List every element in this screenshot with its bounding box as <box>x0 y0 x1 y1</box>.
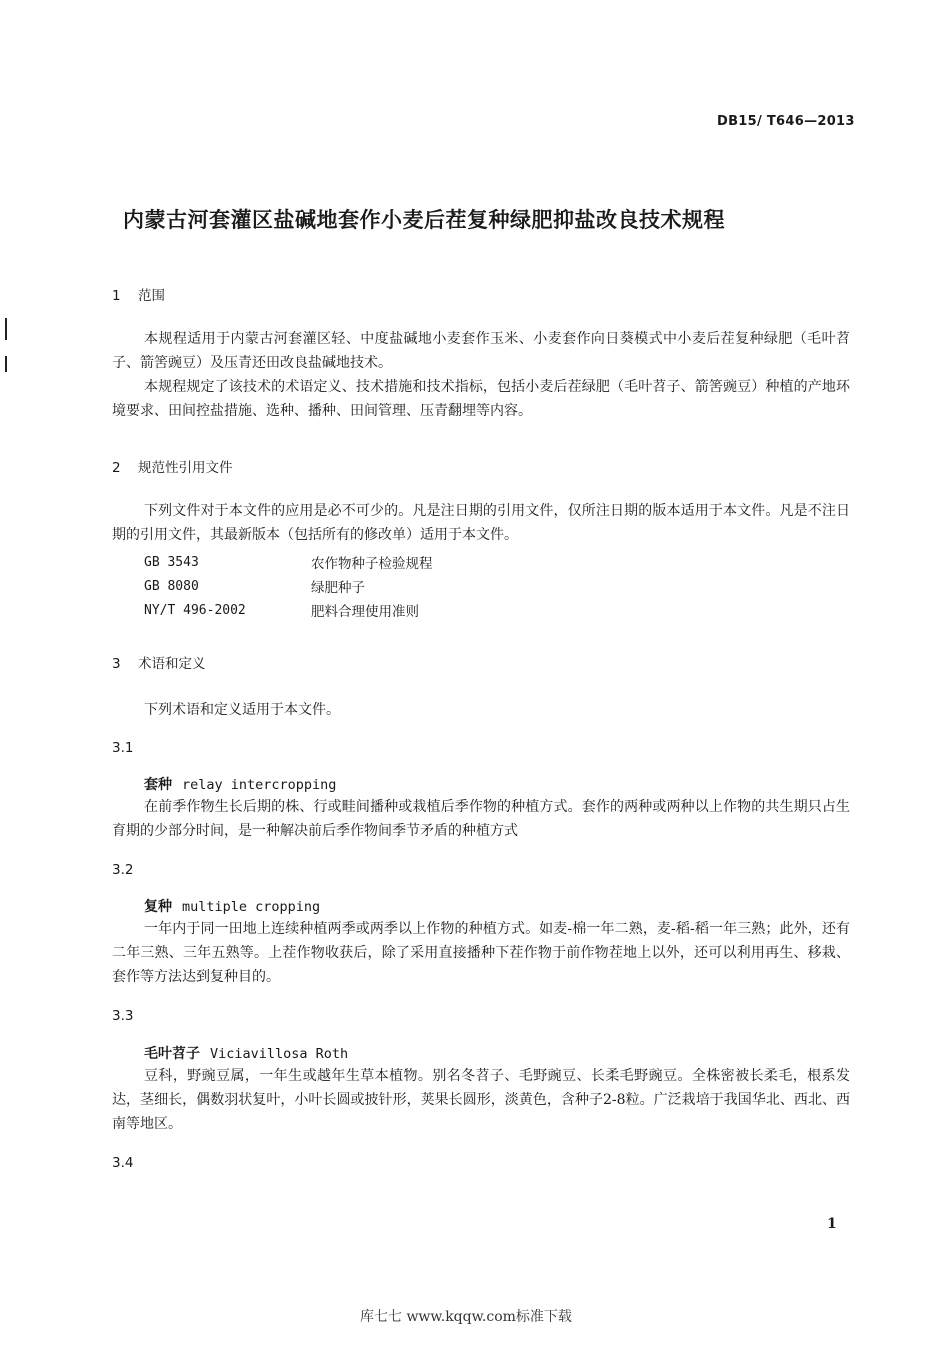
term-definition: 豆科，野豌豆属，一年生或越年生草本植物。别名冬苕子、毛野豌豆、长柔毛野豌豆。全株密被长柔毛，根系发达，茎细长，偶数羽状复叶，小叶长圆或披针形，荚果长圆形，淡黄色，含种子2-8粒。广泛栽培于我国华北、西北、西南等地区。 <box>112 1068 850 1132</box>
reference-code: NY/T 496-2002 <box>144 603 246 618</box>
term-definition: 在前季作物生长后期的株、行或畦间播种或栽植后季作物的种植方式。套作的两种或两种以上作物的共生期只占生育期的少部分时间，是一种解决前后季作物间季节矛盾的种植方式 <box>112 799 850 839</box>
term-zh: 套种 <box>144 777 172 793</box>
term-heading <box>144 774 336 794</box>
document-id: DB15/ T646—2013 <box>717 114 855 129</box>
section-title: 规范性引用文件 <box>138 460 233 476</box>
term-number: 3.1 <box>112 740 134 756</box>
section-2-heading <box>112 456 233 476</box>
term-zh: 复种 <box>144 899 172 915</box>
scope-paragraph-1: 本规程适用于内蒙古河套灌区轻、中度盐碱地小麦套作玉米、小麦套作向日葵模式中小麦后茬复种绿肥（毛叶苕子、箭筈豌豆）及压青还田改良盐碱地技术。 <box>112 331 850 371</box>
references-paragraph: 下列文件对于本文件的应用是必不可少的。凡是注日期的引用文件，仅所注日期的版本适用于本文件。凡是不注日期的引用文件，其最新版本（包括所有的修改单）适用于本文件。 <box>112 503 850 543</box>
page-number: 1 <box>827 1216 837 1232</box>
terms-intro: 下列术语和定义适用于本文件。 <box>144 702 340 718</box>
term-heading <box>144 1043 348 1063</box>
term-number: 3.2 <box>112 862 134 878</box>
scan-mark <box>5 318 7 340</box>
term-definition: 一年内于同一田地上连续种植两季或两季以上作物的种植方式。如麦-棉一年二熟，麦-稻-稻一年三熟；此外，还有二年三熟、三年五熟等。上茬作物收获后，除了采用直接播种下茬作物于前作物茬地上以外，还可以利用再生、移栽、套作等方法达到复种目的。 <box>112 921 850 985</box>
reference-code: GB 8080 <box>144 579 199 594</box>
term-number: 3.3 <box>112 1008 134 1024</box>
term-en: multiple cropping <box>182 899 321 915</box>
section-1-heading <box>112 284 165 304</box>
scope-paragraph-2: 本规程规定了该技术的术语定义、技术措施和技术指标，包括小麦后茬绿肥（毛叶苕子、箭筈豌豆）种植的产地环境要求、田间控盐措施、选种、播种、田间管理、压青翻埋等内容。 <box>112 379 850 419</box>
reference-name: 农作物种子检验规程 <box>311 556 433 572</box>
term-heading <box>144 896 320 916</box>
term-en: relay intercropping <box>182 777 337 793</box>
term-number: 3.4 <box>112 1155 134 1171</box>
reference-name: 肥料合理使用准则 <box>311 604 419 620</box>
reference-name: 绿肥种子 <box>311 580 365 596</box>
section-3-heading <box>112 652 206 672</box>
term-zh: 毛叶苕子 <box>144 1046 200 1062</box>
section-title: 范围 <box>138 288 165 304</box>
section-number: 3 <box>112 656 121 672</box>
reference-code: GB 3543 <box>144 555 199 570</box>
section-title: 术语和定义 <box>138 656 206 672</box>
term-en: Viciavillosa Roth <box>210 1046 349 1062</box>
document-title: 内蒙古河套灌区盐碱地套作小麦后茬复种绿肥抑盐改良技术规程 <box>123 208 725 232</box>
section-number: 2 <box>112 460 121 476</box>
footer-watermark: 库七七 www.kqqw.com标准下载 <box>360 1309 572 1325</box>
section-number: 1 <box>112 288 121 304</box>
scan-mark <box>5 356 7 372</box>
